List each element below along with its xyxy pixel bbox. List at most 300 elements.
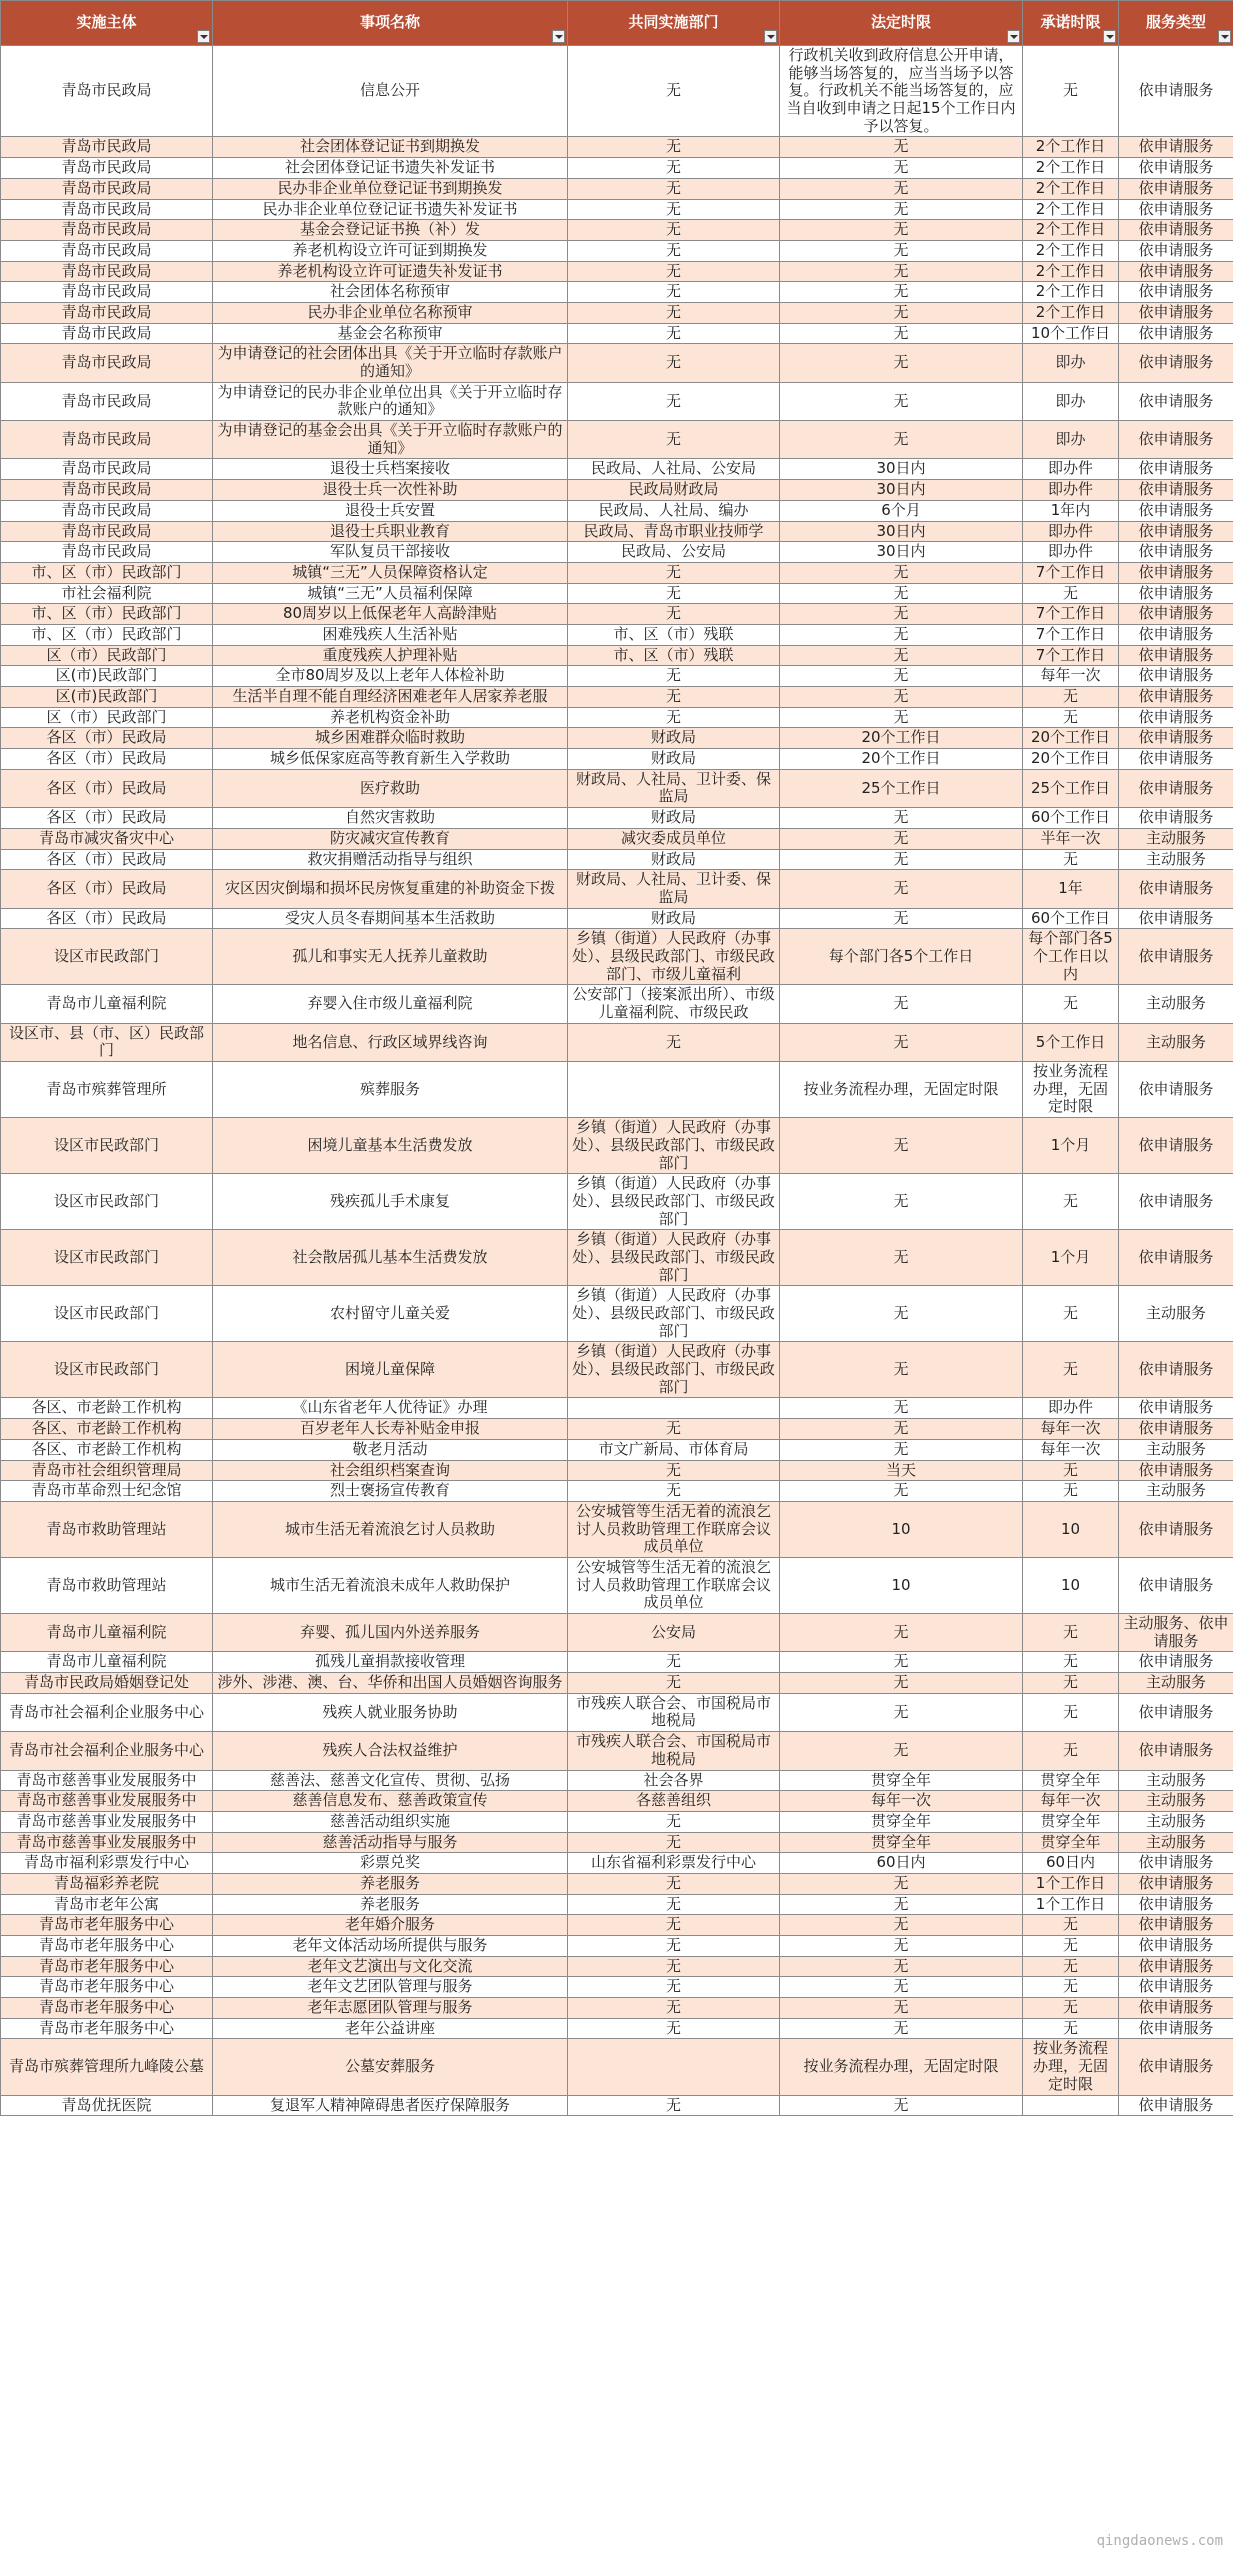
cell-implementer[interactable]: 青岛市慈善事业发展服务中 xyxy=(1,1832,213,1853)
cell-implementer[interactable]: 青岛市民政局 xyxy=(1,344,213,382)
cell-item-name[interactable]: 社会团体登记证书到期换发 xyxy=(213,137,568,158)
cell-item-name[interactable]: 退役士兵档案接收 xyxy=(213,459,568,480)
cell-joint-dept[interactable]: 公安城管等生活无着的流浪乞讨人员救助管理工作联席会议成员单位 xyxy=(568,1557,780,1613)
cell-legal-limit[interactable]: 无 xyxy=(780,645,1023,666)
cell-implementer[interactable]: 青岛福彩养老院 xyxy=(1,1873,213,1894)
cell-promise-limit[interactable]: 每个部门各5个工作日以内 xyxy=(1023,929,1119,985)
cell-legal-limit[interactable]: 无 xyxy=(780,1956,1023,1977)
cell-implementer[interactable]: 青岛优抚医院 xyxy=(1,2095,213,2116)
cell-promise-limit[interactable]: 无 xyxy=(1023,1936,1119,1957)
cell-service-type[interactable]: 依申请服务 xyxy=(1119,728,1233,749)
cell-promise-limit[interactable]: 即办件 xyxy=(1023,480,1119,501)
cell-legal-limit[interactable]: 无 xyxy=(780,1894,1023,1915)
cell-joint-dept[interactable]: 无 xyxy=(568,2018,780,2039)
cell-item-name[interactable]: 民办非企业单位名称预审 xyxy=(213,302,568,323)
cell-joint-dept[interactable]: 无 xyxy=(568,1998,780,2019)
cell-service-type[interactable]: 依申请服务 xyxy=(1119,542,1233,563)
cell-promise-limit[interactable]: 无 xyxy=(1023,1342,1119,1398)
cell-service-type[interactable]: 依申请服务 xyxy=(1119,2018,1233,2039)
cell-joint-dept[interactable]: 公安部门（接案派出所）、市级儿童福利院、市级民政 xyxy=(568,985,780,1023)
cell-legal-limit[interactable]: 10 xyxy=(780,1557,1023,1613)
cell-joint-dept[interactable]: 无 xyxy=(568,1652,780,1673)
cell-implementer[interactable]: 青岛市社会组织管理局 xyxy=(1,1460,213,1481)
cell-implementer[interactable]: 区（市）民政部门 xyxy=(1,645,213,666)
cell-joint-dept[interactable]: 无 xyxy=(568,137,780,158)
cell-service-type[interactable]: 依申请服务 xyxy=(1119,178,1233,199)
cell-promise-limit[interactable]: 按业务流程办理，无固定时限 xyxy=(1023,2039,1119,2095)
cell-service-type[interactable]: 依申请服务 xyxy=(1119,500,1233,521)
cell-promise-limit[interactable]: 按业务流程办理，无固定时限 xyxy=(1023,1062,1119,1118)
cell-promise-limit[interactable]: 每年一次 xyxy=(1023,1791,1119,1812)
cell-promise-limit[interactable]: 即办件 xyxy=(1023,542,1119,563)
cell-joint-dept[interactable] xyxy=(568,2039,780,2095)
cell-implementer[interactable]: 青岛市民政局 xyxy=(1,500,213,521)
cell-legal-limit[interactable]: 无 xyxy=(780,1936,1023,1957)
cell-promise-limit[interactable]: 7个工作日 xyxy=(1023,645,1119,666)
cell-implementer[interactable]: 青岛市慈善事业发展服务中 xyxy=(1,1791,213,1812)
cell-legal-limit[interactable]: 无 xyxy=(780,1439,1023,1460)
cell-service-type[interactable]: 依申请服务 xyxy=(1119,604,1233,625)
cell-promise-limit[interactable]: 无 xyxy=(1023,687,1119,708)
cell-legal-limit[interactable]: 每个部门各5个工作日 xyxy=(780,929,1023,985)
cell-implementer[interactable]: 青岛市殡葬管理所九峰陵公墓 xyxy=(1,2039,213,2095)
cell-joint-dept[interactable]: 无 xyxy=(568,158,780,179)
cell-service-type[interactable]: 依申请服务 xyxy=(1119,908,1233,929)
cell-promise-limit[interactable]: 7个工作日 xyxy=(1023,562,1119,583)
cell-promise-limit[interactable]: 无 xyxy=(1023,2018,1119,2039)
cell-implementer[interactable]: 青岛市救助管理站 xyxy=(1,1557,213,1613)
cell-promise-limit[interactable]: 无 xyxy=(1023,985,1119,1023)
cell-joint-dept[interactable]: 各慈善组织 xyxy=(568,1791,780,1812)
cell-legal-limit[interactable]: 无 xyxy=(780,808,1023,829)
cell-joint-dept[interactable]: 市残疾人联合会、市国税局市地税局 xyxy=(568,1732,780,1770)
cell-legal-limit[interactable]: 无 xyxy=(780,1230,1023,1286)
cell-service-type[interactable]: 依申请服务 xyxy=(1119,645,1233,666)
cell-service-type[interactable]: 依申请服务 xyxy=(1119,1501,1233,1557)
cell-joint-dept[interactable]: 无 xyxy=(568,1811,780,1832)
cell-item-name[interactable]: 灾区因灾倒塌和损坏民房恢复重建的补助资金下拨 xyxy=(213,870,568,908)
cell-service-type[interactable]: 依申请服务 xyxy=(1119,1998,1233,2019)
cell-item-name[interactable]: 城镇“三无”人员福利保障 xyxy=(213,583,568,604)
cell-joint-dept[interactable]: 无 xyxy=(568,1936,780,1957)
cell-implementer[interactable]: 青岛市慈善事业发展服务中 xyxy=(1,1770,213,1791)
cell-item-name[interactable]: 弃婴、孤儿国内外送养服务 xyxy=(213,1614,568,1652)
cell-item-name[interactable]: 老年文艺演出与文化交流 xyxy=(213,1956,568,1977)
cell-legal-limit[interactable]: 无 xyxy=(780,158,1023,179)
cell-item-name[interactable]: 弃婴入住市级儿童福利院 xyxy=(213,985,568,1023)
cell-promise-limit[interactable]: 20个工作日 xyxy=(1023,749,1119,770)
cell-legal-limit[interactable]: 30日内 xyxy=(780,459,1023,480)
cell-legal-limit[interactable]: 无 xyxy=(780,849,1023,870)
cell-legal-limit[interactable]: 20个工作日 xyxy=(780,749,1023,770)
cell-legal-limit[interactable]: 无 xyxy=(780,985,1023,1023)
cell-item-name[interactable]: 困境儿童基本生活费发放 xyxy=(213,1118,568,1174)
cell-joint-dept[interactable]: 无 xyxy=(568,562,780,583)
cell-service-type[interactable]: 依申请服务 xyxy=(1119,240,1233,261)
cell-implementer[interactable]: 各区、市老龄工作机构 xyxy=(1,1419,213,1440)
cell-service-type[interactable]: 依申请服务 xyxy=(1119,282,1233,303)
cell-implementer[interactable]: 区(市)民政部门 xyxy=(1,687,213,708)
cell-legal-limit[interactable]: 无 xyxy=(780,687,1023,708)
cell-service-type[interactable]: 依申请服务 xyxy=(1119,480,1233,501)
cell-joint-dept[interactable]: 民政局、公安局 xyxy=(568,542,780,563)
cell-joint-dept[interactable]: 无 xyxy=(568,604,780,625)
cell-service-type[interactable]: 依申请服务 xyxy=(1119,1977,1233,1998)
cell-promise-limit[interactable]: 即办件 xyxy=(1023,459,1119,480)
cell-legal-limit[interactable]: 无 xyxy=(780,220,1023,241)
cell-service-type[interactable]: 依申请服务 xyxy=(1119,1853,1233,1874)
cell-implementer[interactable]: 青岛市老年服务中心 xyxy=(1,1956,213,1977)
cell-promise-limit[interactable]: 60个工作日 xyxy=(1023,908,1119,929)
cell-service-type[interactable]: 依申请服务 xyxy=(1119,1894,1233,1915)
cell-implementer[interactable]: 各区（市）民政局 xyxy=(1,908,213,929)
cell-service-type[interactable]: 依申请服务 xyxy=(1119,344,1233,382)
cell-service-type[interactable]: 依申请服务 xyxy=(1119,624,1233,645)
cell-item-name[interactable]: 农村留守儿童关爱 xyxy=(213,1286,568,1342)
cell-joint-dept[interactable]: 无 xyxy=(568,1023,780,1061)
cell-legal-limit[interactable]: 无 xyxy=(780,1614,1023,1652)
cell-promise-limit[interactable]: 无 xyxy=(1023,1998,1119,2019)
cell-joint-dept[interactable]: 市文广新局、市体育局 xyxy=(568,1439,780,1460)
cell-service-type[interactable]: 依申请服务 xyxy=(1119,666,1233,687)
cell-legal-limit[interactable]: 无 xyxy=(780,1693,1023,1731)
cell-joint-dept[interactable]: 无 xyxy=(568,220,780,241)
cell-implementer[interactable]: 青岛市民政局 xyxy=(1,199,213,220)
cell-joint-dept[interactable]: 财政局、人社局、卫计委、保监局 xyxy=(568,870,780,908)
cell-implementer[interactable]: 各区（市）民政局 xyxy=(1,728,213,749)
cell-service-type[interactable]: 依申请服务 xyxy=(1119,1174,1233,1230)
cell-implementer[interactable]: 青岛市民政局 xyxy=(1,158,213,179)
cell-joint-dept[interactable]: 无 xyxy=(568,344,780,382)
cell-implementer[interactable]: 青岛市社会福利企业服务中心 xyxy=(1,1732,213,1770)
cell-item-name[interactable]: 城乡困难群众临时救助 xyxy=(213,728,568,749)
cell-implementer[interactable]: 青岛市减灾备灾中心 xyxy=(1,828,213,849)
cell-item-name[interactable]: 烈士褒扬宣传教育 xyxy=(213,1481,568,1502)
cell-promise-limit[interactable]: 每年一次 xyxy=(1023,1419,1119,1440)
cell-legal-limit[interactable]: 按业务流程办理，无固定时限 xyxy=(780,1062,1023,1118)
cell-joint-dept[interactable]: 乡镇（街道）人民政府（办事处）、县级民政部门、市级民政部门 xyxy=(568,1174,780,1230)
cell-item-name[interactable]: 《山东省老年人优待证》办理 xyxy=(213,1398,568,1419)
cell-legal-limit[interactable]: 无 xyxy=(780,1481,1023,1502)
cell-promise-limit[interactable]: 25个工作日 xyxy=(1023,769,1119,807)
cell-item-name[interactable]: 老年婚介服务 xyxy=(213,1915,568,1936)
cell-promise-limit[interactable]: 无 xyxy=(1023,849,1119,870)
cell-implementer[interactable]: 青岛市民政局 xyxy=(1,542,213,563)
cell-promise-limit[interactable]: 贯穿全年 xyxy=(1023,1811,1119,1832)
cell-promise-limit[interactable]: 2个工作日 xyxy=(1023,137,1119,158)
cell-joint-dept[interactable]: 市、区（市）残联 xyxy=(568,624,780,645)
cell-item-name[interactable]: 慈善活动组织实施 xyxy=(213,1811,568,1832)
cell-promise-limit[interactable]: 2个工作日 xyxy=(1023,199,1119,220)
cell-service-type[interactable]: 依申请服务 xyxy=(1119,749,1233,770)
cell-item-name[interactable]: 孤儿和事实无人抚养儿童救助 xyxy=(213,929,568,985)
cell-implementer[interactable]: 青岛市社会福利企业服务中心 xyxy=(1,1693,213,1731)
cell-item-name[interactable]: 受灾人员冬春期间基本生活救助 xyxy=(213,908,568,929)
cell-legal-limit[interactable]: 30日内 xyxy=(780,480,1023,501)
cell-item-name[interactable]: 信息公开 xyxy=(213,46,568,137)
cell-implementer[interactable]: 设区市民政部门 xyxy=(1,929,213,985)
cell-service-type[interactable]: 依申请服务 xyxy=(1119,707,1233,728)
cell-item-name[interactable]: 生活半自理不能自理经济困难老年人居家养老服 xyxy=(213,687,568,708)
cell-promise-limit[interactable]: 即办 xyxy=(1023,421,1119,459)
cell-promise-limit[interactable]: 即办 xyxy=(1023,344,1119,382)
cell-item-name[interactable]: 老年志愿团队管理与服务 xyxy=(213,1998,568,2019)
filter-dropdown-icon[interactable] xyxy=(1218,30,1231,43)
cell-implementer[interactable]: 青岛市民政局 xyxy=(1,220,213,241)
cell-implementer[interactable]: 市、区（市）民政部门 xyxy=(1,562,213,583)
cell-item-name[interactable]: 退役士兵一次性补助 xyxy=(213,480,568,501)
cell-item-name[interactable]: 慈善信息发布、慈善政策宣传 xyxy=(213,1791,568,1812)
cell-legal-limit[interactable]: 无 xyxy=(780,240,1023,261)
cell-service-type[interactable]: 依申请服务 xyxy=(1119,1460,1233,1481)
cell-item-name[interactable]: 民办非企业单位登记证书到期换发 xyxy=(213,178,568,199)
cell-promise-limit[interactable]: 即办件 xyxy=(1023,521,1119,542)
cell-joint-dept[interactable]: 无 xyxy=(568,687,780,708)
cell-item-name[interactable]: 退役士兵安置 xyxy=(213,500,568,521)
cell-legal-limit[interactable]: 无 xyxy=(780,1342,1023,1398)
cell-promise-limit[interactable]: 贯穿全年 xyxy=(1023,1832,1119,1853)
cell-joint-dept[interactable]: 无 xyxy=(568,666,780,687)
cell-item-name[interactable]: 困境儿童保障 xyxy=(213,1342,568,1398)
cell-implementer[interactable]: 青岛市老年服务中心 xyxy=(1,1915,213,1936)
cell-joint-dept[interactable] xyxy=(568,1062,780,1118)
cell-implementer[interactable]: 青岛市民政局 xyxy=(1,521,213,542)
cell-service-type[interactable]: 依申请服务 xyxy=(1119,769,1233,807)
cell-item-name[interactable]: 养老机构设立许可证遗失补发证书 xyxy=(213,261,568,282)
cell-service-type[interactable]: 主动服务 xyxy=(1119,1791,1233,1812)
cell-joint-dept[interactable]: 无 xyxy=(568,2095,780,2116)
cell-joint-dept[interactable]: 无 xyxy=(568,1481,780,1502)
cell-service-type[interactable]: 依申请服务 xyxy=(1119,302,1233,323)
cell-joint-dept[interactable]: 无 xyxy=(568,1915,780,1936)
cell-implementer[interactable]: 青岛市民政局 xyxy=(1,302,213,323)
cell-implementer[interactable]: 设区市民政部门 xyxy=(1,1342,213,1398)
cell-legal-limit[interactable]: 无 xyxy=(780,178,1023,199)
cell-promise-limit[interactable]: 10 xyxy=(1023,1501,1119,1557)
cell-item-name[interactable]: 老年文体活动场所提供与服务 xyxy=(213,1936,568,1957)
cell-legal-limit[interactable]: 贯穿全年 xyxy=(780,1770,1023,1791)
filter-dropdown-icon[interactable] xyxy=(197,30,210,43)
cell-legal-limit[interactable]: 无 xyxy=(780,604,1023,625)
cell-joint-dept[interactable]: 无 xyxy=(568,1460,780,1481)
cell-joint-dept[interactable]: 减灾委成员单位 xyxy=(568,828,780,849)
cell-joint-dept[interactable]: 山东省福利彩票发行中心 xyxy=(568,1853,780,1874)
cell-service-type[interactable]: 依申请服务 xyxy=(1119,220,1233,241)
cell-joint-dept[interactable]: 无 xyxy=(568,1673,780,1694)
cell-joint-dept[interactable]: 乡镇（街道）人民政府（办事处）、县级民政部门、市级民政部门 xyxy=(568,1230,780,1286)
cell-service-type[interactable]: 依申请服务 xyxy=(1119,1230,1233,1286)
cell-legal-limit[interactable]: 20个工作日 xyxy=(780,728,1023,749)
cell-implementer[interactable]: 区(市)民政部门 xyxy=(1,666,213,687)
cell-joint-dept[interactable]: 乡镇（街道）人民政府（办事处）、县级民政部门、市级民政部门 xyxy=(568,1118,780,1174)
cell-promise-limit[interactable] xyxy=(1023,2095,1119,2116)
cell-promise-limit[interactable]: 1个月 xyxy=(1023,1118,1119,1174)
cell-legal-limit[interactable]: 每年一次 xyxy=(780,1791,1023,1812)
cell-implementer[interactable]: 各区、市老龄工作机构 xyxy=(1,1439,213,1460)
cell-service-type[interactable]: 主动服务 xyxy=(1119,1811,1233,1832)
cell-service-type[interactable]: 依申请服务 xyxy=(1119,261,1233,282)
cell-implementer[interactable]: 青岛市老年服务中心 xyxy=(1,1998,213,2019)
cell-legal-limit[interactable]: 无 xyxy=(780,1977,1023,1998)
cell-item-name[interactable]: 社会组织档案查询 xyxy=(213,1460,568,1481)
cell-legal-limit[interactable]: 无 xyxy=(780,199,1023,220)
cell-implementer[interactable]: 设区市民政部门 xyxy=(1,1118,213,1174)
cell-implementer[interactable]: 设区市、县（市、区）民政部门 xyxy=(1,1023,213,1061)
cell-implementer[interactable]: 青岛市福利彩票发行中心 xyxy=(1,1853,213,1874)
cell-implementer[interactable]: 市、区（市）民政部门 xyxy=(1,624,213,645)
cell-joint-dept[interactable]: 无 xyxy=(568,421,780,459)
cell-promise-limit[interactable]: 无 xyxy=(1023,707,1119,728)
cell-service-type[interactable]: 主动服务 xyxy=(1119,849,1233,870)
cell-promise-limit[interactable]: 2个工作日 xyxy=(1023,282,1119,303)
cell-promise-limit[interactable]: 无 xyxy=(1023,46,1119,137)
cell-service-type[interactable]: 依申请服务 xyxy=(1119,137,1233,158)
cell-service-type[interactable]: 依申请服务 xyxy=(1119,199,1233,220)
cell-service-type[interactable]: 主动服务 xyxy=(1119,1286,1233,1342)
cell-legal-limit[interactable]: 6个月 xyxy=(780,500,1023,521)
cell-implementer[interactable]: 设区市民政部门 xyxy=(1,1174,213,1230)
cell-promise-limit[interactable]: 2个工作日 xyxy=(1023,302,1119,323)
cell-joint-dept[interactable]: 乡镇（街道）人民政府（办事处）、县级民政部门、市级民政部门 xyxy=(568,1342,780,1398)
cell-implementer[interactable]: 青岛市革命烈士纪念馆 xyxy=(1,1481,213,1502)
cell-item-name[interactable]: 孤残儿童捐款接收管理 xyxy=(213,1652,568,1673)
filter-dropdown-icon[interactable] xyxy=(552,30,565,43)
cell-item-name[interactable]: 残疾人合法权益维护 xyxy=(213,1732,568,1770)
cell-item-name[interactable]: 为申请登记的民办非企业单位出具《关于开立临时存款账户的通知》 xyxy=(213,382,568,420)
cell-implementer[interactable]: 青岛市民政局 xyxy=(1,282,213,303)
cell-service-type[interactable]: 主动服务 xyxy=(1119,985,1233,1023)
cell-implementer[interactable]: 青岛市民政局 xyxy=(1,323,213,344)
cell-legal-limit[interactable]: 无 xyxy=(780,1915,1023,1936)
cell-promise-limit[interactable]: 无 xyxy=(1023,1732,1119,1770)
cell-item-name[interactable]: 社会团体登记证书遗失补发证书 xyxy=(213,158,568,179)
cell-implementer[interactable]: 青岛市儿童福利院 xyxy=(1,985,213,1023)
cell-item-name[interactable]: 退役士兵职业教育 xyxy=(213,521,568,542)
filter-dropdown-icon[interactable] xyxy=(764,30,777,43)
cell-item-name[interactable]: 彩票兑奖 xyxy=(213,1853,568,1874)
cell-joint-dept[interactable]: 无 xyxy=(568,707,780,728)
cell-joint-dept[interactable] xyxy=(568,1398,780,1419)
cell-promise-limit[interactable]: 即办 xyxy=(1023,382,1119,420)
cell-promise-limit[interactable]: 无 xyxy=(1023,1673,1119,1694)
cell-legal-limit[interactable]: 60日内 xyxy=(780,1853,1023,1874)
cell-legal-limit[interactable]: 无 xyxy=(780,666,1023,687)
cell-promise-limit[interactable]: 即办件 xyxy=(1023,1398,1119,1419)
cell-implementer[interactable]: 市社会福利院 xyxy=(1,583,213,604)
cell-promise-limit[interactable]: 无 xyxy=(1023,1286,1119,1342)
cell-implementer[interactable]: 青岛市老年服务中心 xyxy=(1,1936,213,1957)
cell-legal-limit[interactable]: 无 xyxy=(780,1174,1023,1230)
cell-item-name[interactable]: 城市生活无着流浪乞讨人员救助 xyxy=(213,1501,568,1557)
cell-service-type[interactable]: 主动服务 xyxy=(1119,1832,1233,1853)
cell-legal-limit[interactable]: 按业务流程办理，无固定时限 xyxy=(780,2039,1023,2095)
cell-item-name[interactable]: 为申请登记的社会团体出具《关于开立临时存款账户的通知》 xyxy=(213,344,568,382)
cell-service-type[interactable]: 依申请服务 xyxy=(1119,46,1233,137)
cell-promise-limit[interactable]: 1年 xyxy=(1023,870,1119,908)
cell-legal-limit[interactable]: 无 xyxy=(780,302,1023,323)
cell-promise-limit[interactable]: 2个工作日 xyxy=(1023,220,1119,241)
cell-service-type[interactable]: 依申请服务 xyxy=(1119,421,1233,459)
cell-joint-dept[interactable]: 公安城管等生活无着的流浪乞讨人员救助管理工作联席会议成员单位 xyxy=(568,1501,780,1557)
cell-promise-limit[interactable]: 无 xyxy=(1023,1652,1119,1673)
cell-legal-limit[interactable]: 无 xyxy=(780,323,1023,344)
cell-promise-limit[interactable]: 无 xyxy=(1023,1174,1119,1230)
cell-implementer[interactable]: 青岛市慈善事业发展服务中 xyxy=(1,1811,213,1832)
cell-service-type[interactable]: 依申请服务 xyxy=(1119,1419,1233,1440)
cell-joint-dept[interactable]: 无 xyxy=(568,261,780,282)
cell-service-type[interactable]: 依申请服务 xyxy=(1119,323,1233,344)
cell-implementer[interactable]: 青岛市民政局 xyxy=(1,382,213,420)
cell-item-name[interactable]: 养老服务 xyxy=(213,1873,568,1894)
cell-legal-limit[interactable]: 25个工作日 xyxy=(780,769,1023,807)
cell-implementer[interactable]: 青岛市老年服务中心 xyxy=(1,2018,213,2039)
cell-promise-limit[interactable]: 2个工作日 xyxy=(1023,158,1119,179)
cell-implementer[interactable]: 设区市民政部门 xyxy=(1,1230,213,1286)
cell-legal-limit[interactable]: 30日内 xyxy=(780,521,1023,542)
cell-promise-limit[interactable]: 2个工作日 xyxy=(1023,240,1119,261)
cell-promise-limit[interactable]: 10 xyxy=(1023,1557,1119,1613)
cell-legal-limit[interactable]: 无 xyxy=(780,1286,1023,1342)
cell-implementer[interactable]: 青岛市民政局 xyxy=(1,46,213,137)
cell-implementer[interactable]: 区（市）民政部门 xyxy=(1,707,213,728)
cell-item-name[interactable]: 养老机构资金补助 xyxy=(213,707,568,728)
cell-joint-dept[interactable]: 市残疾人联合会、市国税局市地税局 xyxy=(568,1693,780,1731)
cell-joint-dept[interactable]: 无 xyxy=(568,1894,780,1915)
cell-implementer[interactable]: 青岛市民政局 xyxy=(1,178,213,199)
cell-joint-dept[interactable]: 公安局 xyxy=(568,1614,780,1652)
cell-joint-dept[interactable]: 财政局 xyxy=(568,728,780,749)
cell-joint-dept[interactable]: 财政局 xyxy=(568,749,780,770)
cell-implementer[interactable]: 各区（市）民政局 xyxy=(1,849,213,870)
cell-joint-dept[interactable]: 乡镇（街道）人民政府（办事处）、县级民政部门、市级民政部门 xyxy=(568,1286,780,1342)
cell-service-type[interactable]: 主动服务 xyxy=(1119,1481,1233,1502)
filter-dropdown-icon[interactable] xyxy=(1103,30,1116,43)
cell-service-type[interactable]: 依申请服务 xyxy=(1119,1693,1233,1731)
cell-joint-dept[interactable]: 财政局 xyxy=(568,849,780,870)
cell-service-type[interactable]: 依申请服务 xyxy=(1119,929,1233,985)
cell-legal-limit[interactable]: 无 xyxy=(780,2095,1023,2116)
cell-legal-limit[interactable]: 30日内 xyxy=(780,542,1023,563)
cell-legal-limit[interactable]: 无 xyxy=(780,1419,1023,1440)
cell-promise-limit[interactable]: 无 xyxy=(1023,1460,1119,1481)
cell-service-type[interactable]: 依申请服务 xyxy=(1119,1398,1233,1419)
cell-promise-limit[interactable]: 无 xyxy=(1023,583,1119,604)
cell-item-name[interactable]: 老年文艺团队管理与服务 xyxy=(213,1977,568,1998)
cell-implementer[interactable]: 青岛市民政局婚姻登记处 xyxy=(1,1673,213,1694)
cell-item-name[interactable]: 涉外、涉港、澳、台、华侨和出国人员婚姻咨询服务 xyxy=(213,1673,568,1694)
cell-implementer[interactable]: 青岛市民政局 xyxy=(1,240,213,261)
cell-service-type[interactable]: 依申请服务 xyxy=(1119,1118,1233,1174)
cell-legal-limit[interactable]: 无 xyxy=(780,344,1023,382)
cell-legal-limit[interactable]: 无 xyxy=(780,1023,1023,1061)
cell-service-type[interactable]: 依申请服务 xyxy=(1119,2095,1233,2116)
cell-item-name[interactable]: 困难残疾人生活补贴 xyxy=(213,624,568,645)
cell-promise-limit[interactable]: 无 xyxy=(1023,1481,1119,1502)
cell-legal-limit[interactable]: 贯穿全年 xyxy=(780,1832,1023,1853)
cell-joint-dept[interactable]: 无 xyxy=(568,199,780,220)
cell-promise-limit[interactable]: 2个工作日 xyxy=(1023,178,1119,199)
cell-item-name[interactable]: 重度残疾人护理补贴 xyxy=(213,645,568,666)
cell-implementer[interactable]: 各区、市老龄工作机构 xyxy=(1,1398,213,1419)
cell-implementer[interactable]: 青岛市儿童福利院 xyxy=(1,1652,213,1673)
cell-service-type[interactable]: 依申请服务 xyxy=(1119,382,1233,420)
cell-legal-limit[interactable]: 无 xyxy=(780,1652,1023,1673)
cell-legal-limit[interactable]: 贯穿全年 xyxy=(780,1811,1023,1832)
cell-service-type[interactable]: 主动服务 xyxy=(1119,1770,1233,1791)
cell-item-name[interactable]: 全市80周岁及以上老年人体检补助 xyxy=(213,666,568,687)
cell-legal-limit[interactable]: 无 xyxy=(780,624,1023,645)
cell-service-type[interactable]: 主动服务、依申请服务 xyxy=(1119,1614,1233,1652)
